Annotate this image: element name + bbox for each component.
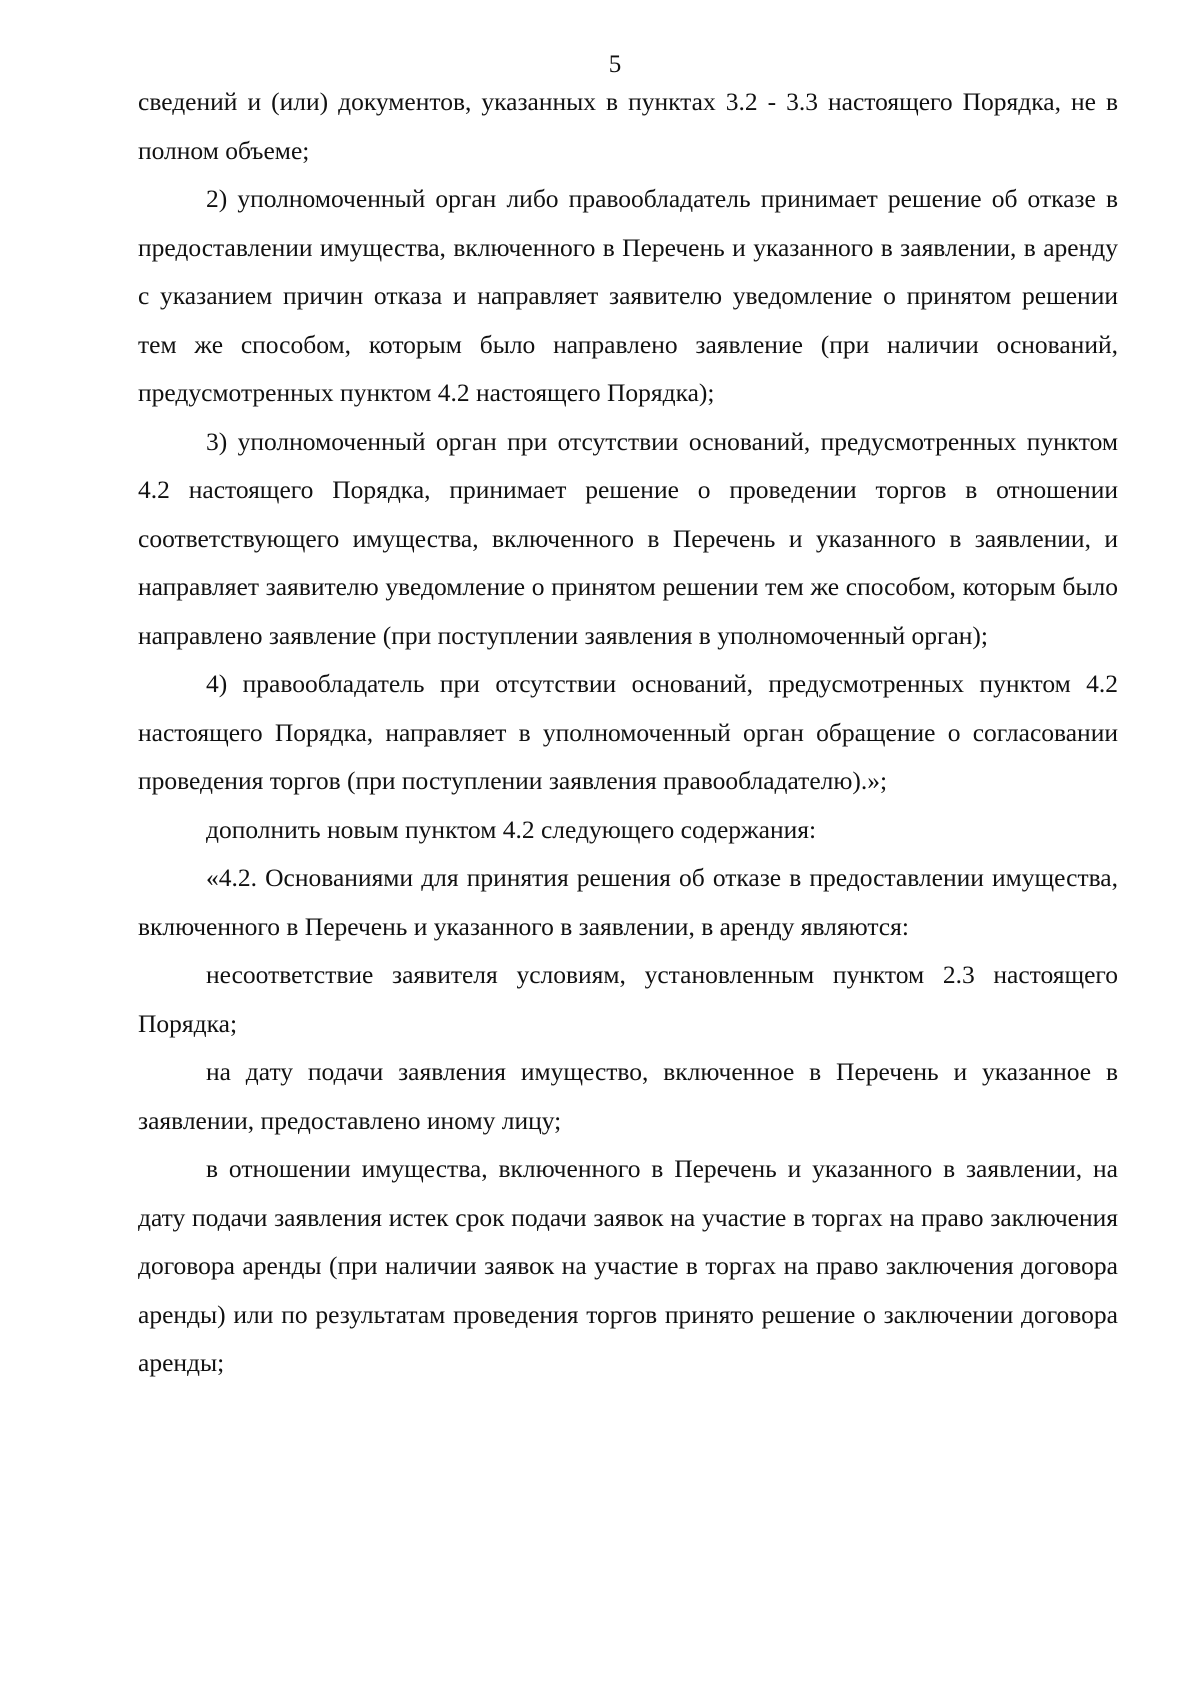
paragraph-clause-4-2: «4.2. Основаниями для принятия решения об отказе в предоставлении имущества, включенного в Перечень и указанного в заявлении, в аренду являются: (138, 863, 1118, 941)
paragraph-item-2: 2) уполномоченный орган либо правообладатель принимает решение об отказе в предоставлении имущества, включенного в Перечень и указанного в заявлении, в аренду с указанием причин отказа и направляет заявителю уведомление о принятом решении тем же способом, которым было направлено заявление (при наличии оснований, предусмотренных пунктом 4.2 настоящего Порядка); (138, 184, 1118, 407)
document-body (138, 78, 1118, 1388)
paragraph-continuation: сведений и (или) документов, указанных в пунктах 3.2 - 3.3 настоящего Порядка, не в полном объеме; (138, 87, 1118, 165)
page-number: 5 (608, 51, 622, 78)
paragraph-amendment-intro: дополнить новым пунктом 4.2 следующего содержания: (206, 814, 817, 844)
paragraph-item-4: 4) правообладатель при отсутствии оснований, предусмотренных пунктом 4.2 настоящего Порядка, направляет в уполномоченный орган обращение о согласовании проведения торгов (при поступлении заявления правообладателю).»; (138, 669, 1118, 795)
paragraph-ground-2: на дату подачи заявления имущество, включенное в Перечень и указанное в заявлении, предоставлено иному лицу; (138, 1057, 1118, 1135)
paragraph-ground-1: несоответствие заявителя условиям, установленным пунктом 2.3 настоящего Порядка; (138, 960, 1118, 1038)
paragraph-ground-3: в отношении имущества, включенного в Перечень и указанного в заявлении, на дату подачи заявления истек срок подачи заявок на участие в торгах на право заключения договора аренды (при наличии заявок на участие в торгах на право заключения договора аренды) или по результатам проведения торгов принято решение о заключении договора аренды; (138, 1154, 1118, 1377)
paragraph-item-3: 3) уполномоченный орган при отсутствии оснований, предусмотренных пунктом 4.2 настоящего Порядка, принимает решение о проведении торгов в отношении соответствующего имущества, включенного в Перечень и указанного в заявлении, и направляет заявителю уведомление о принятом решении тем же способом, которым было направлено заявление (при поступлении заявления в уполномоченный орган); (138, 426, 1118, 650)
